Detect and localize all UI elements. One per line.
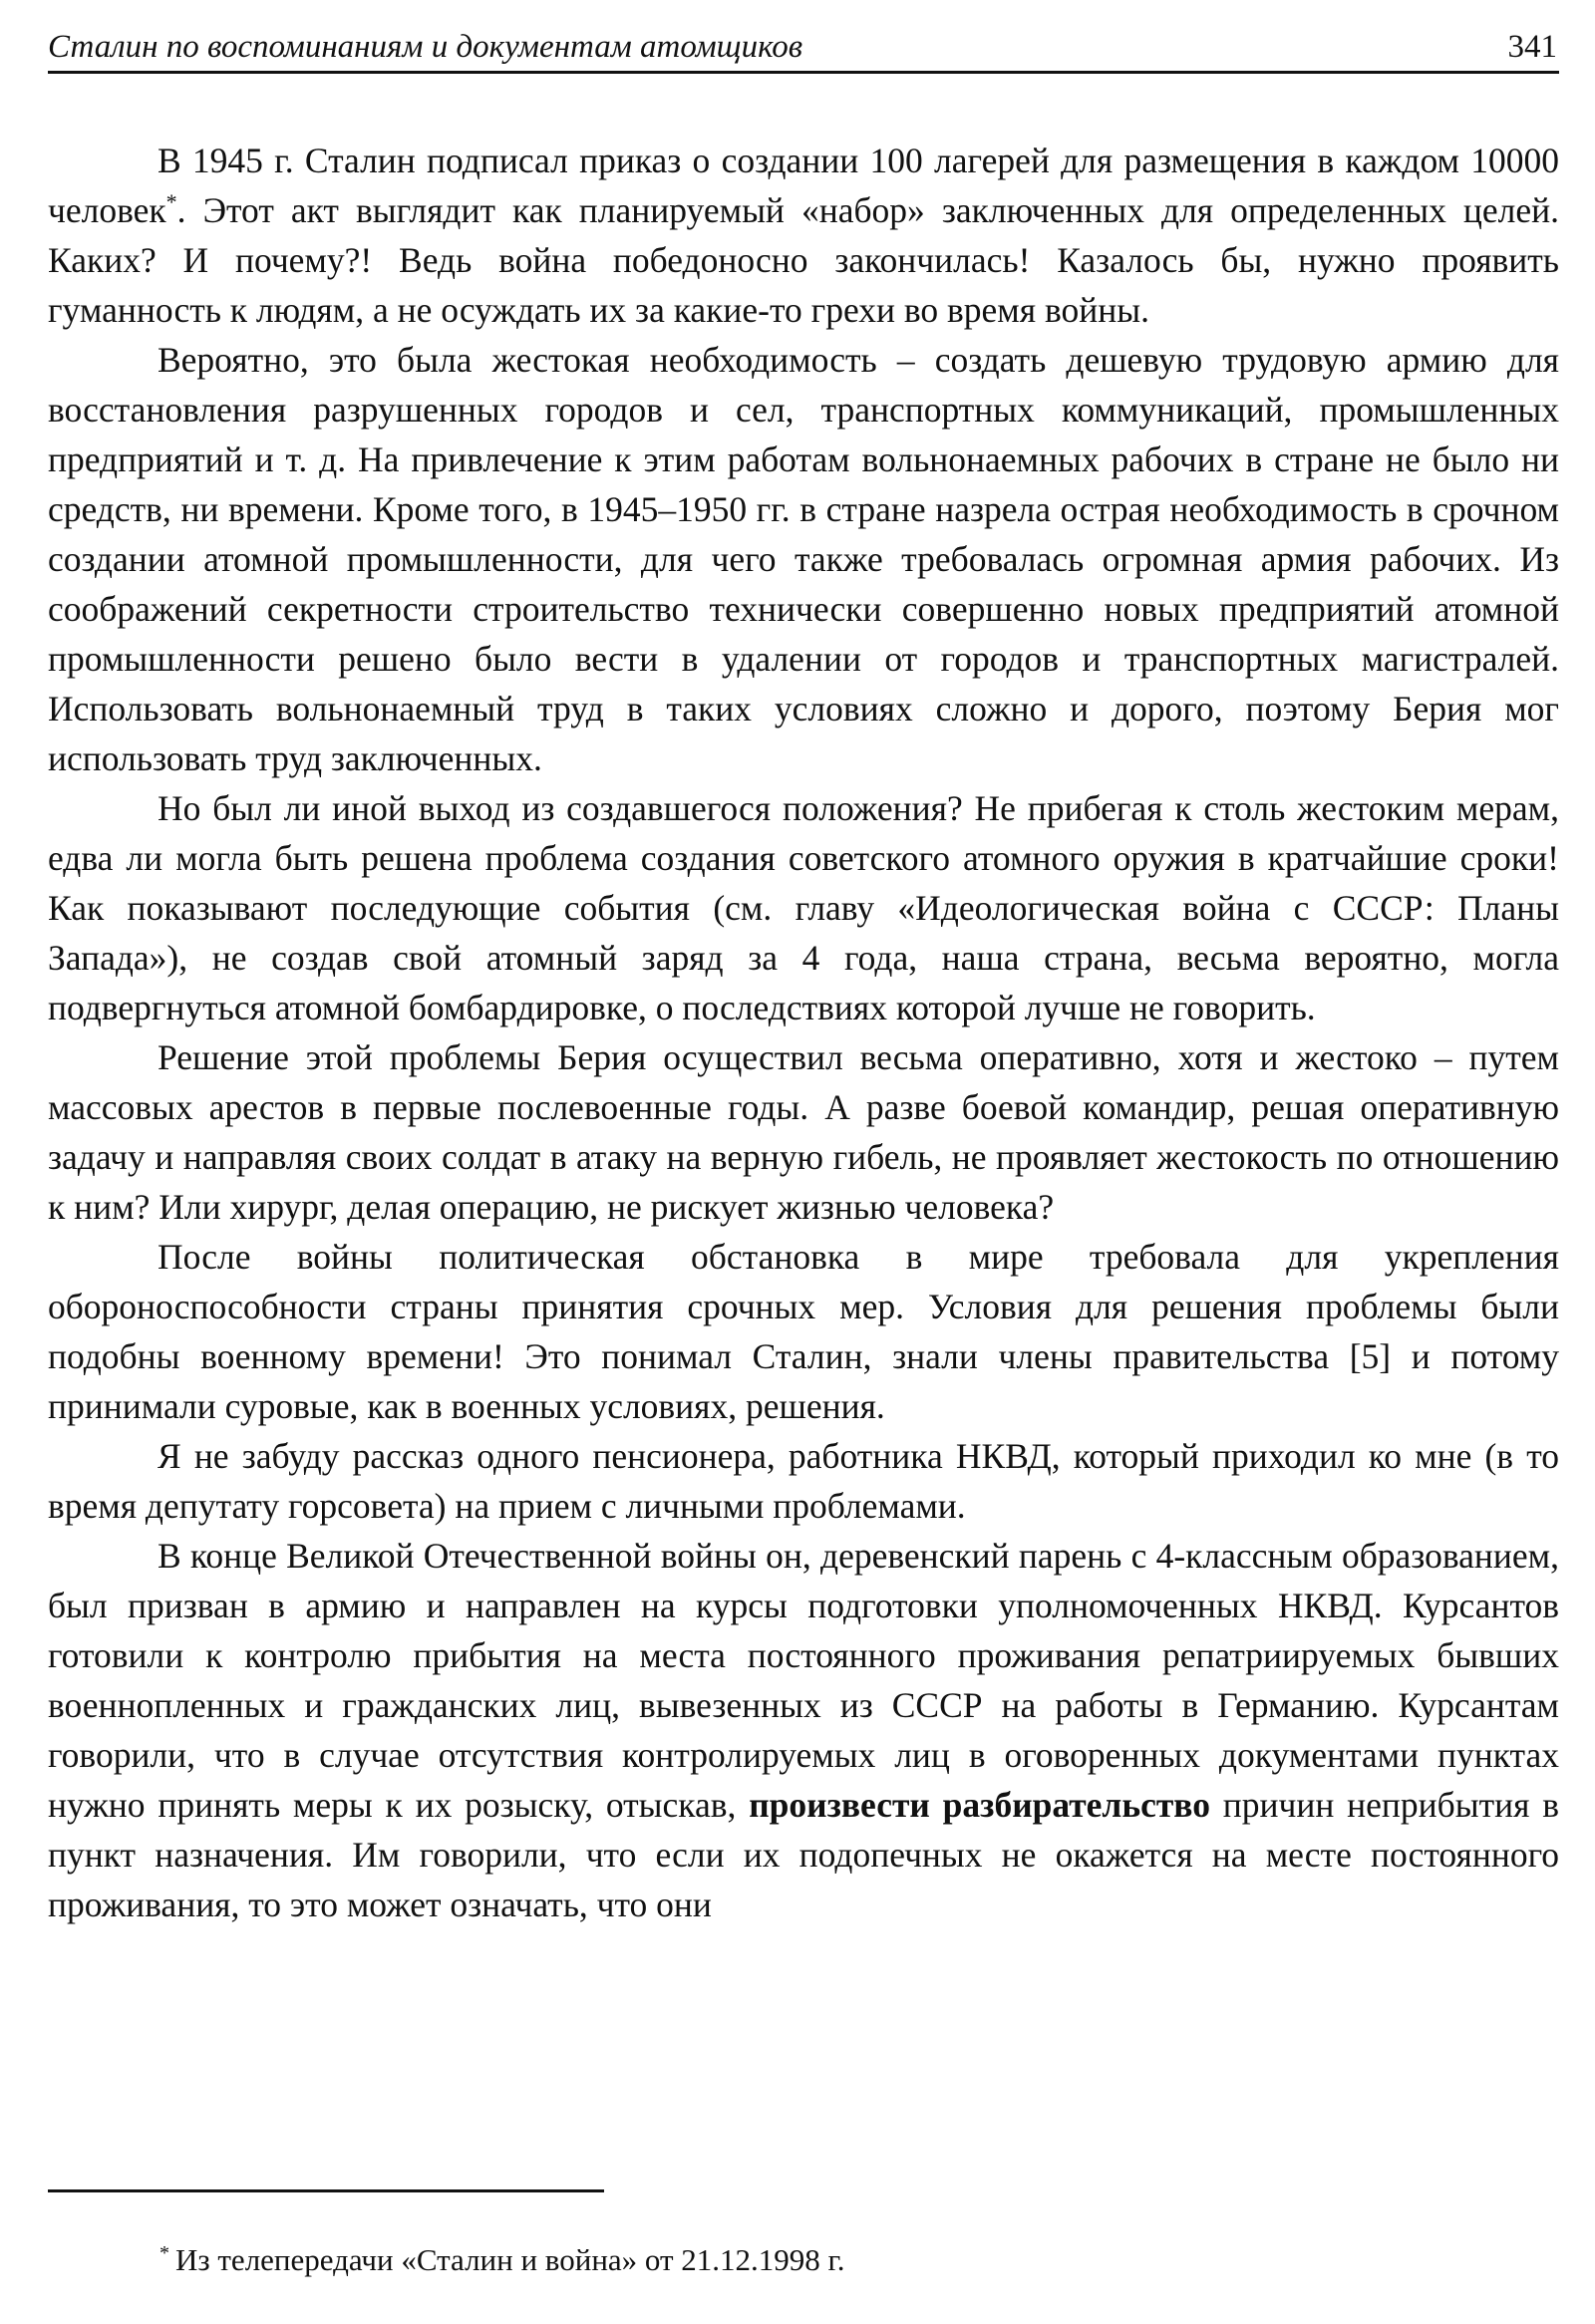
page-number: 341 bbox=[1507, 29, 1557, 65]
footnote-marker: * bbox=[160, 2241, 169, 2264]
paragraph-text: В 1945 г. Сталин подписал приказ о создании 100 лагерей для размещения в каждом 10000 человек bbox=[48, 141, 1559, 230]
running-title: Сталин по воспоминаниям и документам атомщиков bbox=[48, 29, 803, 65]
footnote-reference: * bbox=[165, 189, 177, 215]
footnote-text: Из телепередачи «Сталин и война» от 21.12.1998 г. bbox=[175, 2242, 845, 2277]
footnote-divider bbox=[48, 2189, 604, 2192]
paragraph: Я не забуду рассказ одного пенсионера, работника НКВД, который приходил ко мне (в то время депутату горсовета) на прием с личными проблемами. bbox=[48, 1436, 1559, 1526]
running-header bbox=[48, 24, 1559, 74]
footnote bbox=[160, 2240, 845, 2280]
paragraph-text: В конце Великой Отечественной войны он, деревенский парень с 4-классным образованием, был призван в армию и направлен на курсы подготовки уполномоченных НКВД. Курсантов готовили к контролю прибытия на места постоянного проживания репатриируемых бывших военнопленных и гражданских лиц, вывезенных из СССР на работы в Германию. Курсантам говорили, что в случае отсутствия контролируемых лиц в оговоренных документами пунктах нужно принять меры к их розыску, отыскав, bbox=[48, 1536, 1559, 1825]
paragraph bbox=[48, 136, 1559, 335]
paragraph: Вероятно, это была жестокая необходимость – создать дешевую трудовую армию для восстановления разрушенных городов и сел, транспортных коммуникаций, промышленных предприятий и т. д. На привлечение к этим работам вольнонаемных рабочих в стране не было ни средств, ни времени. Кроме того, в 1945–1950 гг. в стране назрела острая необходимость в срочном создании атомной промышленности, для чего также требовалась огромная армия рабочих. Из соображений секретности строительство технически совершенно новых предприятий атомной промышленности решено было вести в удалении от городов и транспортных магистралей. Использовать вольнонаемный труд в таких условиях сложно и дорого, поэтому Берия мог использовать труд заключенных. bbox=[48, 340, 1559, 778]
paragraph: Но был ли иной выход из создавшегося положения? Не прибегая к столь жестоким мерам, едва ли могла быть решена проблема создания советского атомного оружия в кратчайшие сроки! Как показывают последующие события (см. главу «Идеологическая война с СССР: Планы Запада»), не создав свой атомный заряд за 4 года, наша страна, весьма вероятно, могла подвергнуться атомной бомбардировке, о последствиях которой лучше не говорить. bbox=[48, 788, 1559, 1027]
emphasized-phrase: произвести разбирательство bbox=[749, 1785, 1210, 1825]
paragraph: Решение этой проблемы Берия осуществил весьма оперативно, хотя и жестоко – путем массовых арестов в первые послевоенные годы. А разве боевой командир, решая оперативную задачу и направляя своих солдат в атаку на верную гибель, не проявляет жестокость по отношению к ним? Или хирург, делая операцию, не рискует жизнью человека? bbox=[48, 1037, 1559, 1227]
paragraph-text: . Этот акт выглядит как планируемый «набор» заключенных для определенных целей. Каких? И почему?! Ведь война победоносно закончилась! Казалось бы, нужно проявить гуманность к людям, а не осуждать их за какие-то грехи во время войны. bbox=[48, 190, 1559, 330]
paragraph-text: причин неприбытия в пункт назначения. Им говорили, что если их подопечных не окажется на месте постоянного проживания, то это может означать, что они bbox=[48, 1785, 1559, 1924]
paragraph bbox=[48, 1531, 1559, 1929]
paragraph: После войны политическая обстановка в мире требовала для укрепления обороноспособности страны принятия срочных мер. Условия для решения проблемы были подобны военному времени! Это понимал Сталин, знали члены правительства [5] и потому принимали суровые, как в военных условиях, решения. bbox=[48, 1237, 1559, 1426]
main-text bbox=[48, 136, 1559, 1929]
